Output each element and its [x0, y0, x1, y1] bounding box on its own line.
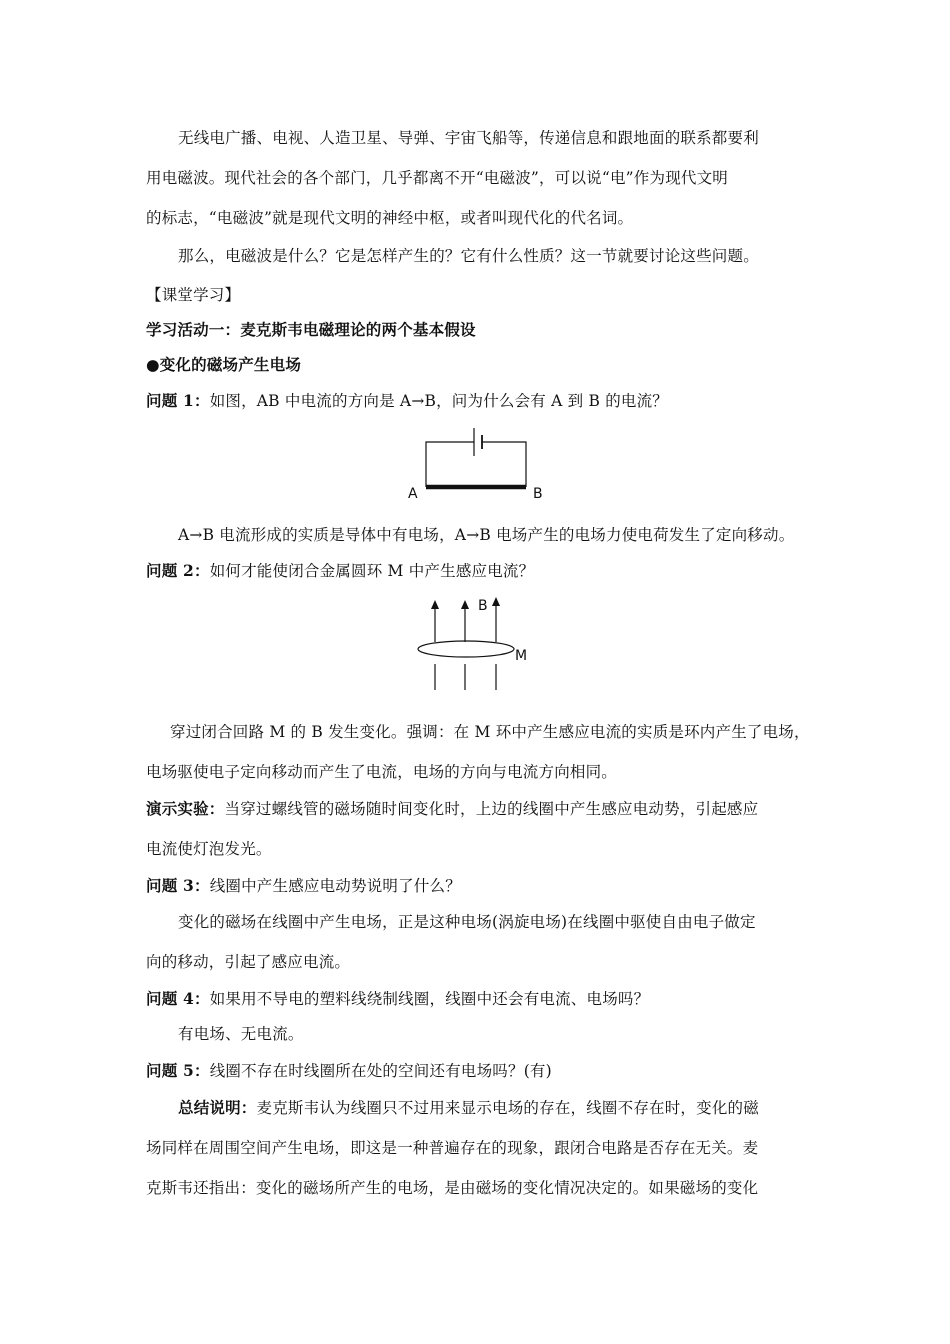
question-label: 问题 3： [146, 876, 210, 895]
magnetic-ring-diagram [410, 592, 550, 696]
question-text: 如何才能使闭合金属圆环 M 中产生感应电流？ [209, 562, 535, 580]
intro-paragraph-line: 用电磁波。现代社会的各个部门，几乎都离不开“电磁波”，可以说“电”作为现代文明 [146, 169, 728, 187]
demo-experiment [146, 799, 758, 819]
intro-question-paragraph: 那么，电磁波是什么？它是怎样产生的？它有什么性质？这一节就要讨论这些问题。 [178, 247, 759, 265]
summary-text: 麦克斯韦认为线圈只不过用来显示电场的存在，线圈不存在时，变化的磁 [256, 1099, 759, 1117]
label-m: M [515, 648, 528, 664]
answer-4: 有电场、无电流。 [178, 1025, 304, 1043]
label-b: B [478, 598, 488, 614]
circuit-wire-right [482, 442, 526, 487]
summary-line: 场同样在周围空间产生电场，即这是一种普遍存在的现象，跟闭合电路是否存在无关。麦 [146, 1139, 759, 1157]
arrow-up-icon [431, 600, 439, 609]
answer-3-line: 变化的磁场在线圈中产生电场，正是这种电场(涡旋电场)在线圈中驱使自由电子做定 [178, 913, 756, 931]
arrow-up-icon [461, 600, 469, 609]
label-b: B [533, 486, 543, 502]
question-3 [146, 876, 461, 896]
demo-label: 演示实验： [146, 799, 225, 818]
question-1 [146, 391, 668, 411]
summary-label: 总结说明： [178, 1098, 257, 1117]
intro-paragraph-line: 无线电广播、电视、人造卫星、导弹、宇宙飞船等，传递信息和跟地面的联系都要利 [178, 129, 759, 147]
intro-paragraph-line: 的标志，“电磁波”就是现代文明的神经中枢，或者叫现代化的代名词。 [146, 209, 634, 227]
answer-3-line: 向的移动，引起了感应电流。 [146, 953, 351, 971]
question-label: 问题 5： [146, 1061, 210, 1080]
question-text: 如图，AB 中电流的方向是 A→B，问为什么会有 A 到 B 的电流？ [209, 392, 668, 410]
summary [178, 1098, 759, 1118]
question-text: 如果用不导电的塑料线绕制线圈，线圈中还会有电流、电场吗？ [209, 990, 650, 1008]
question-4 [146, 989, 649, 1009]
bullet-heading: ●变化的磁场产生电场 [146, 355, 302, 374]
question-text: 线圈中产生感应电动势说明了什么？ [209, 877, 461, 895]
question-2 [146, 561, 534, 581]
arrow-up-icon [492, 597, 500, 606]
summary-line: 克斯韦还指出：变化的磁场所产生的电场，是由磁场的变化情况决定的。如果磁场的变化 [146, 1179, 759, 1197]
question-label: 问题 2： [146, 561, 210, 580]
question-5 [146, 1061, 552, 1081]
answer-1: A→B 电流形成的实质是导体中有电场，A→B 电场产生的电场力使电荷发生了定向移动。 [178, 526, 795, 544]
question-label: 问题 1： [146, 391, 210, 410]
label-a: A [408, 486, 418, 502]
circuit-diagram [400, 424, 560, 508]
question-text: 线圈不存在时线圈所在处的空间还有电场吗？(有) [209, 1062, 552, 1080]
section-heading: 【课堂学习】 [146, 286, 241, 304]
activity-title: 学习活动一：麦克斯韦电磁理论的两个基本假设 [146, 320, 476, 339]
answer-2-line: 电场驱使电子定向移动而产生了电流，电场的方向与电流方向相同。 [146, 763, 618, 781]
circuit-wire-left [426, 442, 474, 487]
metal-ring-m [418, 641, 514, 657]
demo-text: 当穿过螺线管的磁场随时间变化时，上边的线圈中产生感应电动势，引起感应 [224, 800, 759, 818]
demo-text-line: 电流使灯泡发光。 [146, 840, 272, 858]
question-label: 问题 4： [146, 989, 210, 1008]
answer-2-line: 穿过闭合回路 M 的 B 发生变化。强调：在 M 环中产生感应电流的实质是环内产生了电场， [170, 723, 810, 741]
